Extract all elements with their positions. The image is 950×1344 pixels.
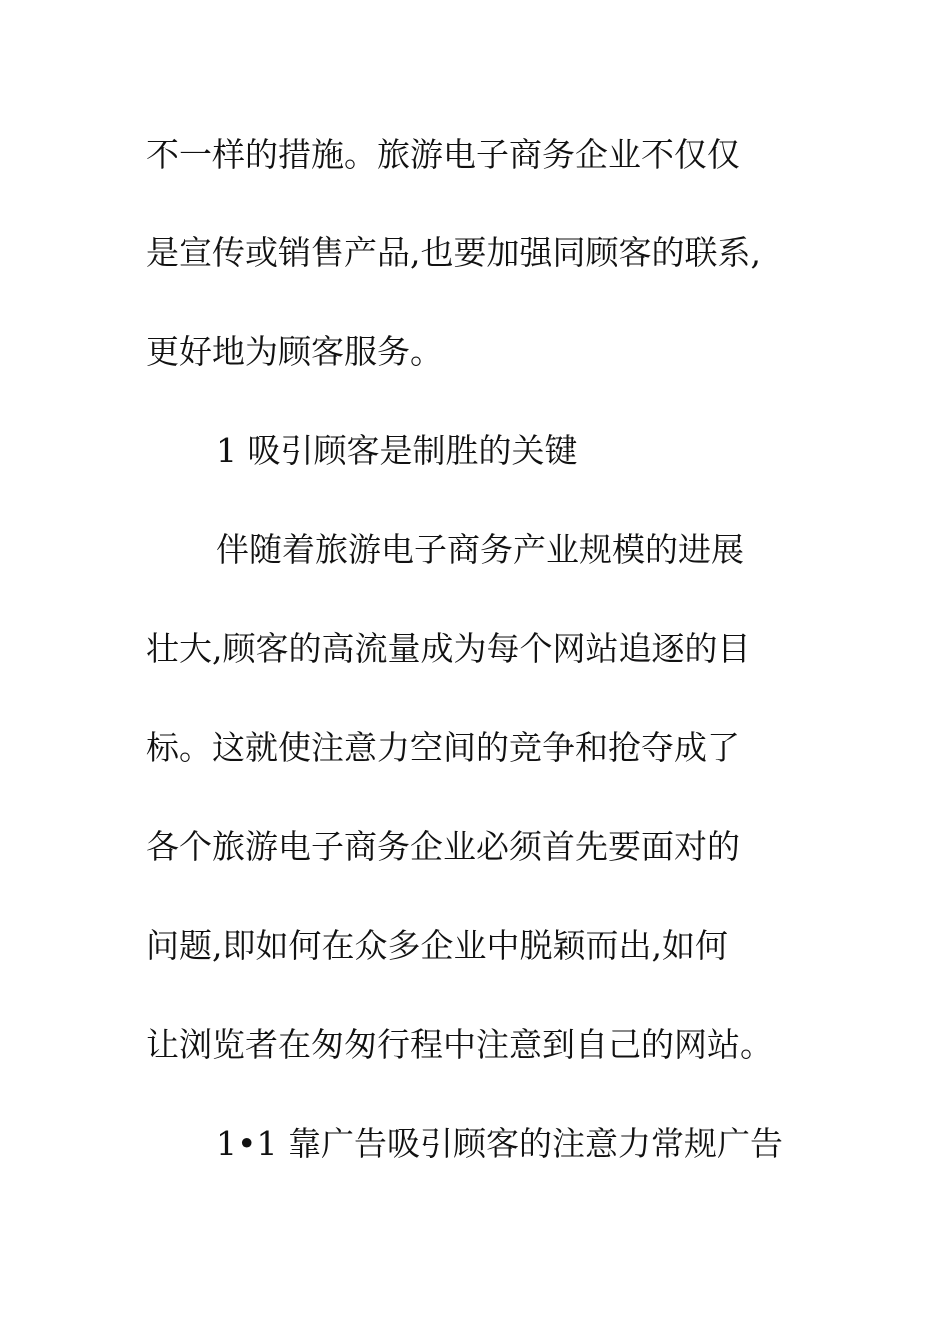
paragraph-line: 是宣传或销售产品,也要加强同顾客的联系, <box>146 233 761 272</box>
paragraph-line: 标。这就使注意力空间的竞争和抢夺成了 <box>146 728 740 767</box>
paragraph-line: 问题,即如何在众多企业中脱颖而出,如何 <box>146 926 728 965</box>
paragraph-line: 各个旅游电子商务企业必须首先要面对的 <box>146 827 740 866</box>
paragraph-line: 伴随着旅游电子商务产业规模的进展 <box>216 530 744 569</box>
paragraph-line: 壮大,顾客的高流量成为每个网站追逐的目 <box>146 629 751 668</box>
paragraph-line: 更好地为顾客服务。 <box>146 332 443 371</box>
paragraph-line: 不一样的措施。旅游电子商务企业不仅仅 <box>146 135 740 174</box>
subsection-heading: 1•1 靠广告吸引顾客的注意力常规广告 <box>216 1124 783 1163</box>
paragraph-line: 让浏览者在匆匆行程中注意到自己的网站。 <box>146 1025 773 1064</box>
section-heading: 1 吸引顾客是制胜的关键 <box>216 431 578 470</box>
